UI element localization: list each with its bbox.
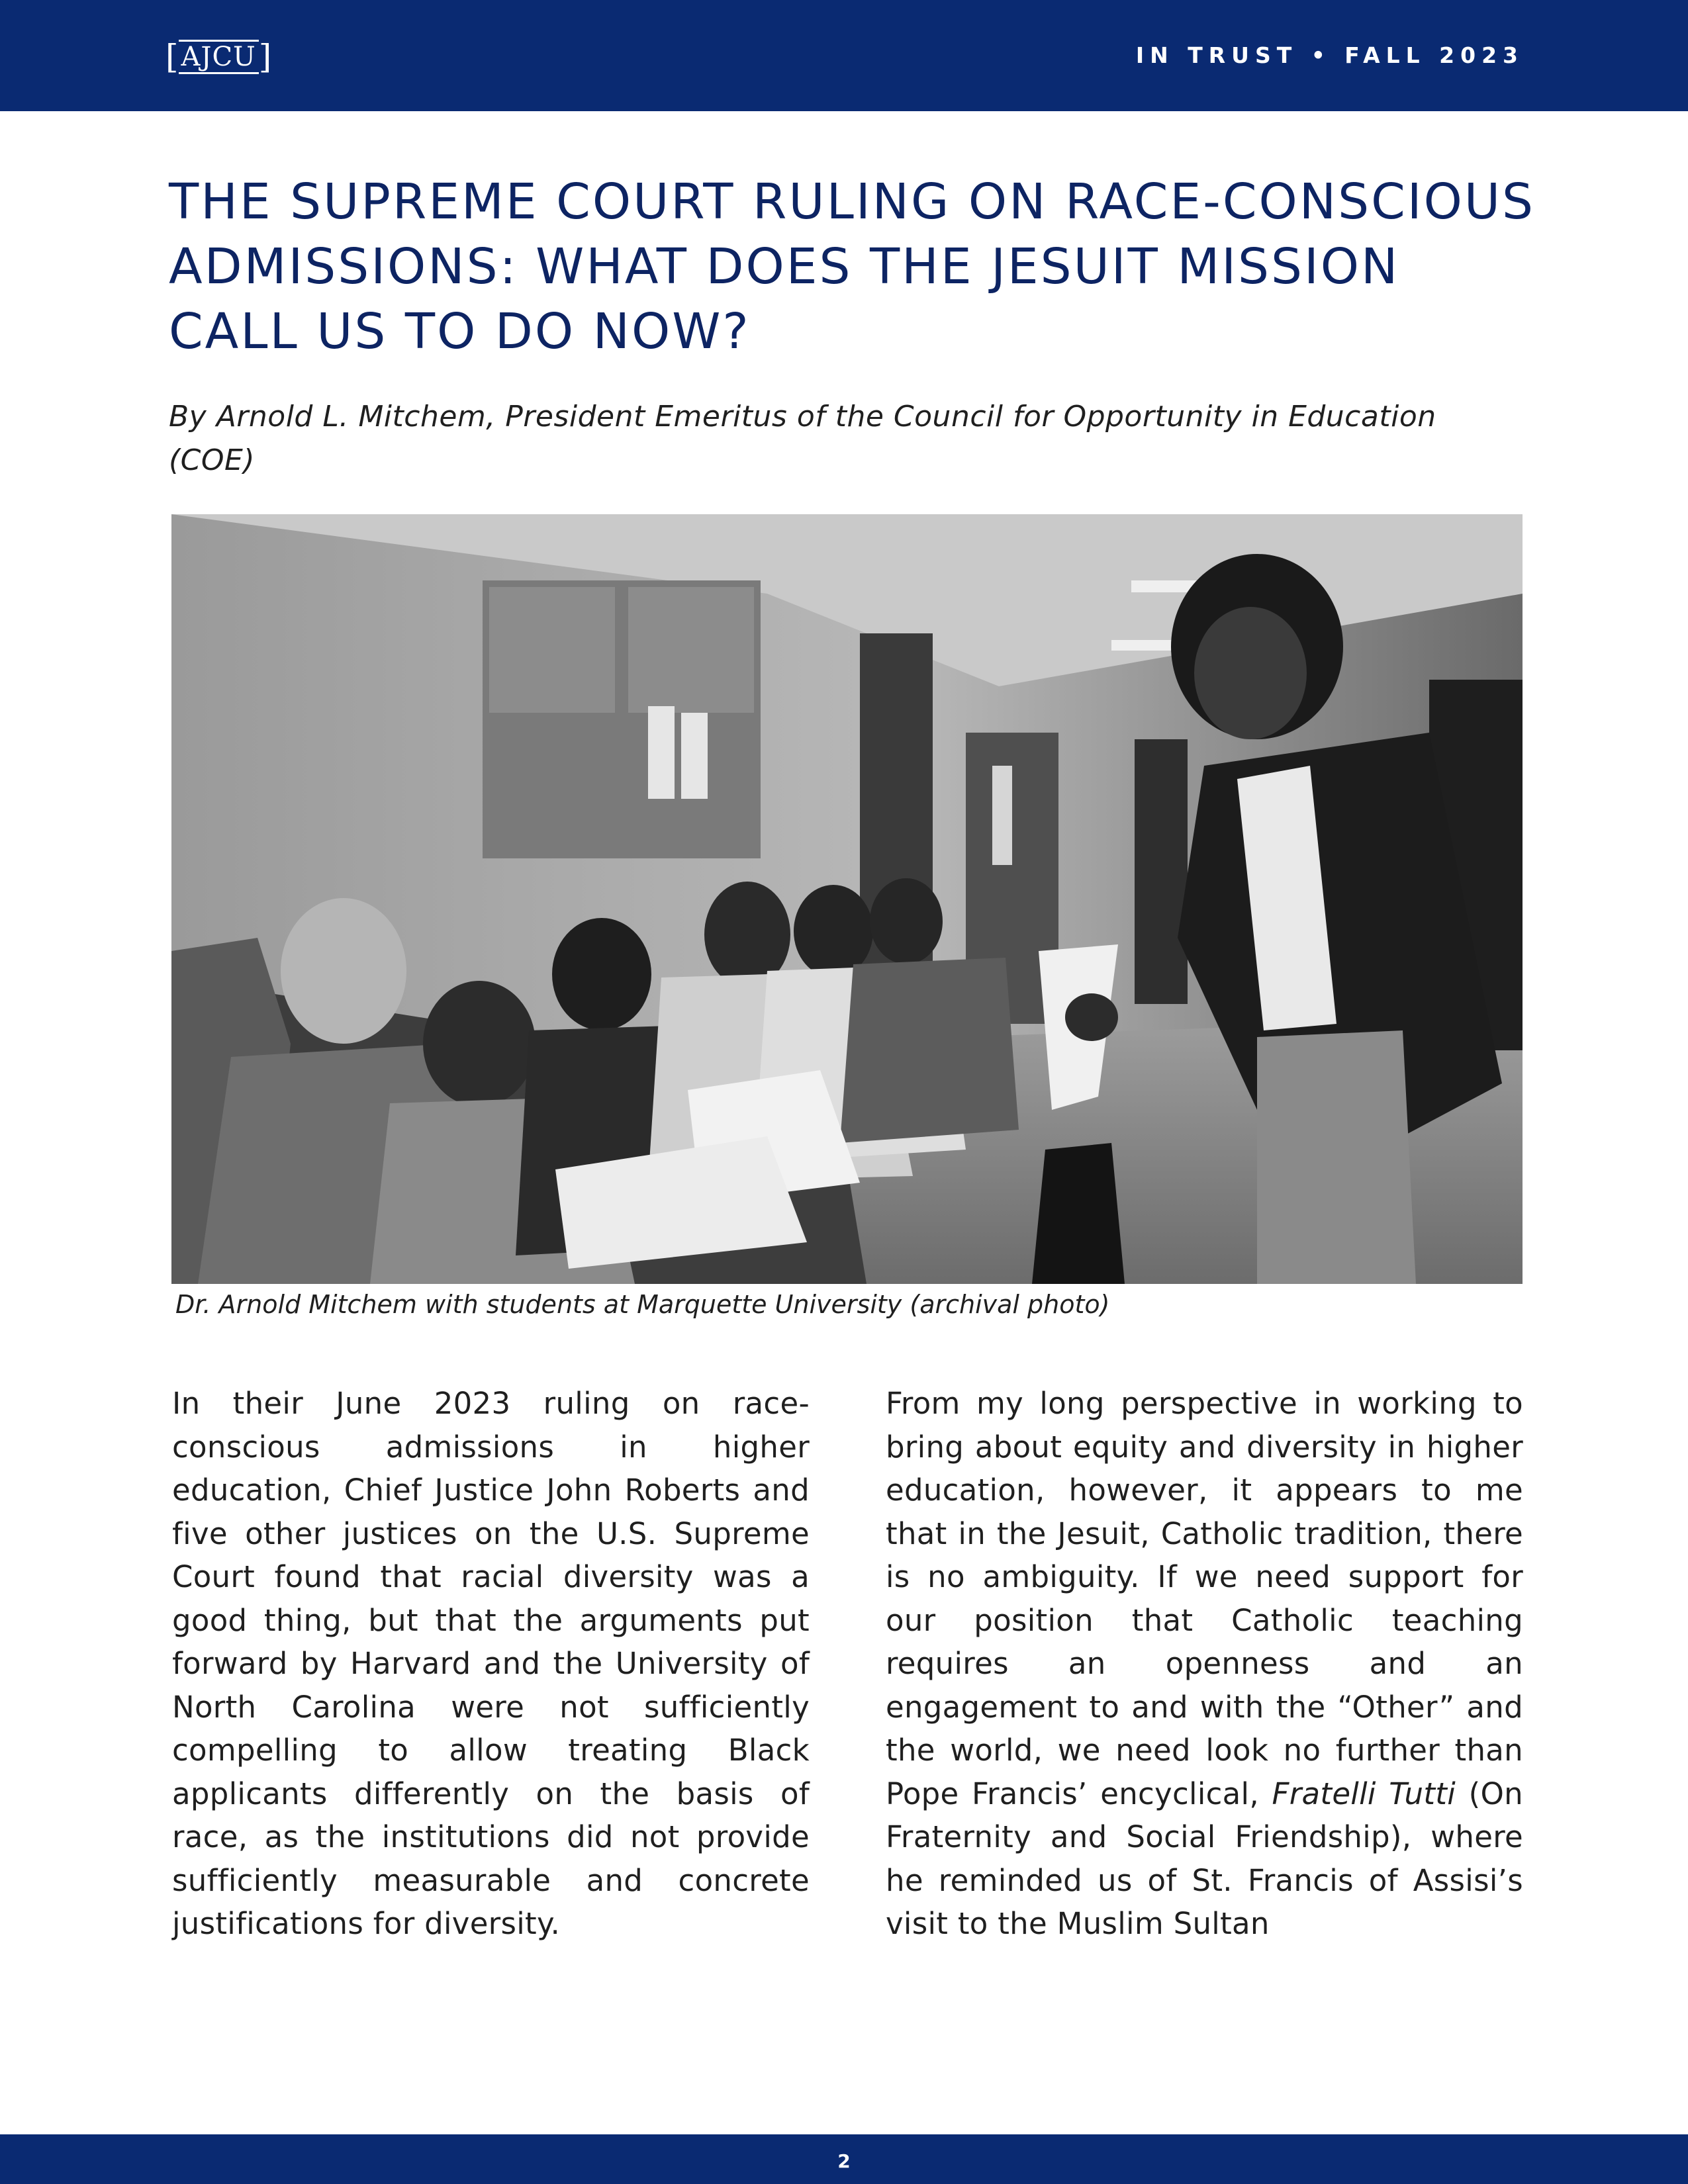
issue-label: IN TRUST • FALL 2023 xyxy=(1135,42,1524,68)
photo-illustration xyxy=(171,514,1523,1284)
ajcu-logo[interactable]: [ AJCU ] xyxy=(165,38,272,76)
logo-text: AJCU xyxy=(179,40,259,74)
page-number: 2 xyxy=(837,2150,851,2172)
photo-caption: Dr. Arnold Mitchem with students at Marquette University (archival photo) xyxy=(175,1290,1110,1319)
body-column-left: In their June 2023 ruling on race-conscious admissions in higher education, Chief Justice John Roberts and five other justices on the U.S. Supreme Court found that racial diversity was a good thing, but that the arguments put forward by Harvard and the University of North Carolina were not sufficiently compelling to allow treating Black applicants differently on the basis of race, as the institutions did not provide sufficiently measurable and concrete justifications for diversity. xyxy=(172,1386,810,1941)
header-bar xyxy=(0,0,1688,111)
body-column-right xyxy=(886,1382,1523,1946)
article-photo xyxy=(171,514,1523,1284)
footer-bar xyxy=(0,2134,1688,2184)
col2-text-end: (On Fraternity and Social Friendship), where he reminded us of St. Francis of Assisi’s visit to the Muslim Sultan xyxy=(886,1776,1523,1941)
col2-text-start: From my long perspective in working to bring about equity and diversity in higher education, however, it appears to me that in the Jesuit, Catholic tradition, there is no ambiguity. If we need support for our position that Catholic teaching requires an openness and an engagement to and with the “Other” and the world, we need look no further than Pope Francis’ encyclical, xyxy=(886,1386,1523,1811)
article-byline: By Arnold L. Mitchem, President Emeritus of the Council for Opportunity in Education (COE) xyxy=(169,400,1436,477)
encyclical-title: Fratelli Tutti xyxy=(1272,1776,1456,1811)
article-title: THE SUPREME COURT RULING ON RACE-CONSCIOUS ADMISSIONS: WHAT DOES THE JESUIT MISSION CALL US TO DO NOW? xyxy=(169,173,1535,360)
